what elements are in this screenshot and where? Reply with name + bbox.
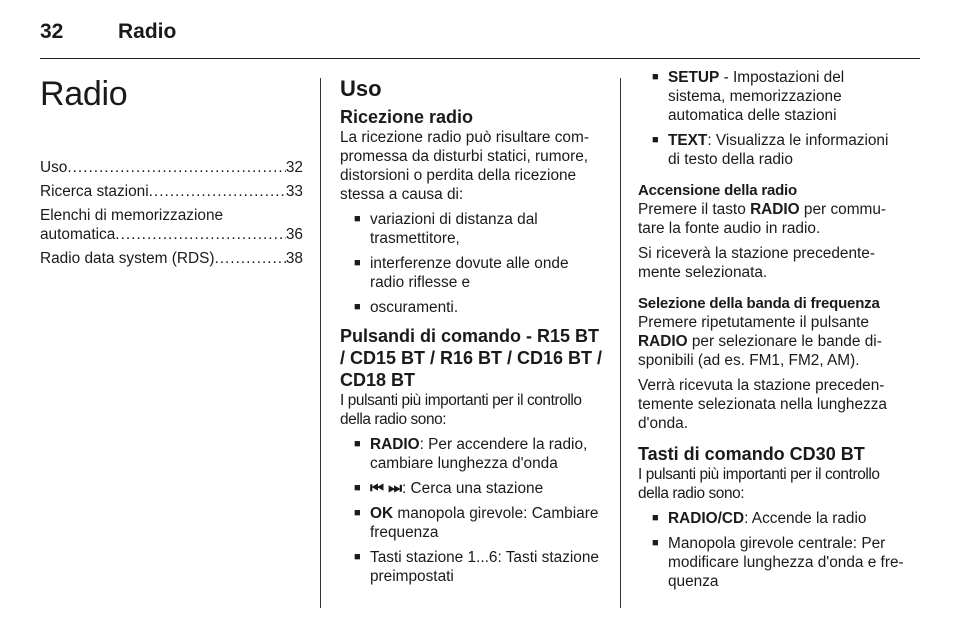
- controls-list: [340, 435, 604, 586]
- list-item: ■ interferenze dovute alle onde radio riflesse e: [340, 254, 604, 292]
- toc-entry[interactable]: [40, 158, 303, 177]
- ricezione-list: [340, 210, 604, 317]
- control-key: RADIO: [370, 436, 420, 453]
- control-key: RADIO/CD: [668, 510, 745, 527]
- list-item: ■ OK manopola girevole: Cambiare frequenza: [340, 504, 604, 542]
- running-section-title: Radio: [118, 20, 177, 43]
- toc-entry-label: Uso: [40, 159, 68, 176]
- chapter-toc: [40, 68, 303, 273]
- column-2: [340, 68, 604, 592]
- subheading-ricezione: Ricezione radio: [340, 107, 474, 127]
- toc-entry-label: Radio data system (RDS): [40, 250, 215, 267]
- toc-entry[interactable]: [40, 182, 303, 201]
- toc-leader: [149, 182, 286, 201]
- paragraph-accensione: Premere il tasto RADIO per commutare la fonte audio in radio.: [638, 201, 887, 237]
- list-item: ■ RADIO/CD: Accende la radio: [638, 509, 904, 528]
- toc-entry[interactable]: [40, 206, 303, 244]
- cd30-controls-list: [638, 509, 904, 591]
- toc-entry-page: 36: [285, 226, 303, 243]
- toc-entry-label: Ricerca stazioni: [40, 183, 149, 200]
- paragraph-ricezione: La ricezione radio può risultare compromessa da disturbi statici, rumore, distorsioni o perdita della ricezione stessa a causa di:: [340, 129, 589, 203]
- header-rule: [40, 58, 920, 59]
- controls-list-continued: [638, 68, 904, 169]
- toc-entry-page: 32: [285, 159, 303, 176]
- list-item: ■ Manopola girevole centrale: Per modificare lunghezza d'onda e frequenza: [638, 534, 904, 591]
- page-number: 32: [40, 20, 64, 43]
- paragraph-banda-2: Verrà ricevuta la stazione precedentemente selezionata nella lunghezza d'onda.: [638, 377, 887, 432]
- control-key: TEXT: [668, 132, 708, 149]
- subheading-banda: Selezione della banda di frequenza: [638, 295, 880, 312]
- column-divider-2: [620, 78, 621, 608]
- list-item: ■ SETUP - Impostazioni del sistema, memorizzazione automatica delle stazioni: [638, 68, 904, 125]
- toc-entry-page: 33: [285, 183, 303, 200]
- list-item: ■ oscuramenti.: [340, 298, 604, 317]
- toc-entry[interactable]: [40, 249, 303, 268]
- paragraph-banda: Premere ripetutamente il pulsante RADIO per selezionare le bande disponibili (ad es. FM1, FM2, AM).: [638, 314, 882, 369]
- paragraph-accensione-2: Si riceverà la stazione precedentemente selezionata.: [638, 245, 875, 281]
- list-item: ■ RADIO: Per accendere la radio, cambiare lunghezza d'onda: [340, 435, 604, 473]
- toc-entry-label-line1: Elenchi di memorizzazione: [40, 207, 224, 224]
- subheading-accensione: Accensione della radio: [638, 182, 797, 199]
- list-item: ■ variazioni di distanza dal trasmettitore,: [340, 210, 604, 248]
- subheading-pulsandi: Pulsandi di comando - R15 BT / CD15 BT / R16 BT / CD16 BT / CD18 BT: [340, 326, 603, 390]
- subheading-cd30: Tasti di comando CD30 BT: [638, 444, 865, 464]
- seek-icon: ⏮ ⏭: [370, 480, 402, 497]
- list-item: ■ Tasti stazione 1...6: Tasti stazione preimpostati: [340, 548, 604, 586]
- column-3: [638, 68, 904, 597]
- column-divider-1: [320, 78, 321, 608]
- toc-entry-label: automatica: [40, 226, 116, 243]
- chapter-title: Radio: [40, 75, 128, 113]
- toc-leader: [67, 158, 286, 177]
- toc-entry-page: 38: [285, 250, 303, 267]
- toc-leader: [115, 225, 286, 244]
- list-item: ■ ⏮ ⏭: Cerca una stazione: [340, 479, 604, 498]
- paragraph-pulsanti: I pulsanti più importanti per il controllo della radio sono:: [340, 392, 582, 428]
- list-item: ■ TEXT: Visualizza le informazioni di testo della radio: [638, 131, 904, 169]
- control-key: SETUP: [668, 69, 720, 86]
- section-heading-uso: Uso: [340, 76, 382, 101]
- toc-leader: [214, 249, 285, 268]
- paragraph-cd30: I pulsanti più importanti per il controllo della radio sono:: [638, 466, 880, 502]
- control-key: OK: [370, 505, 394, 522]
